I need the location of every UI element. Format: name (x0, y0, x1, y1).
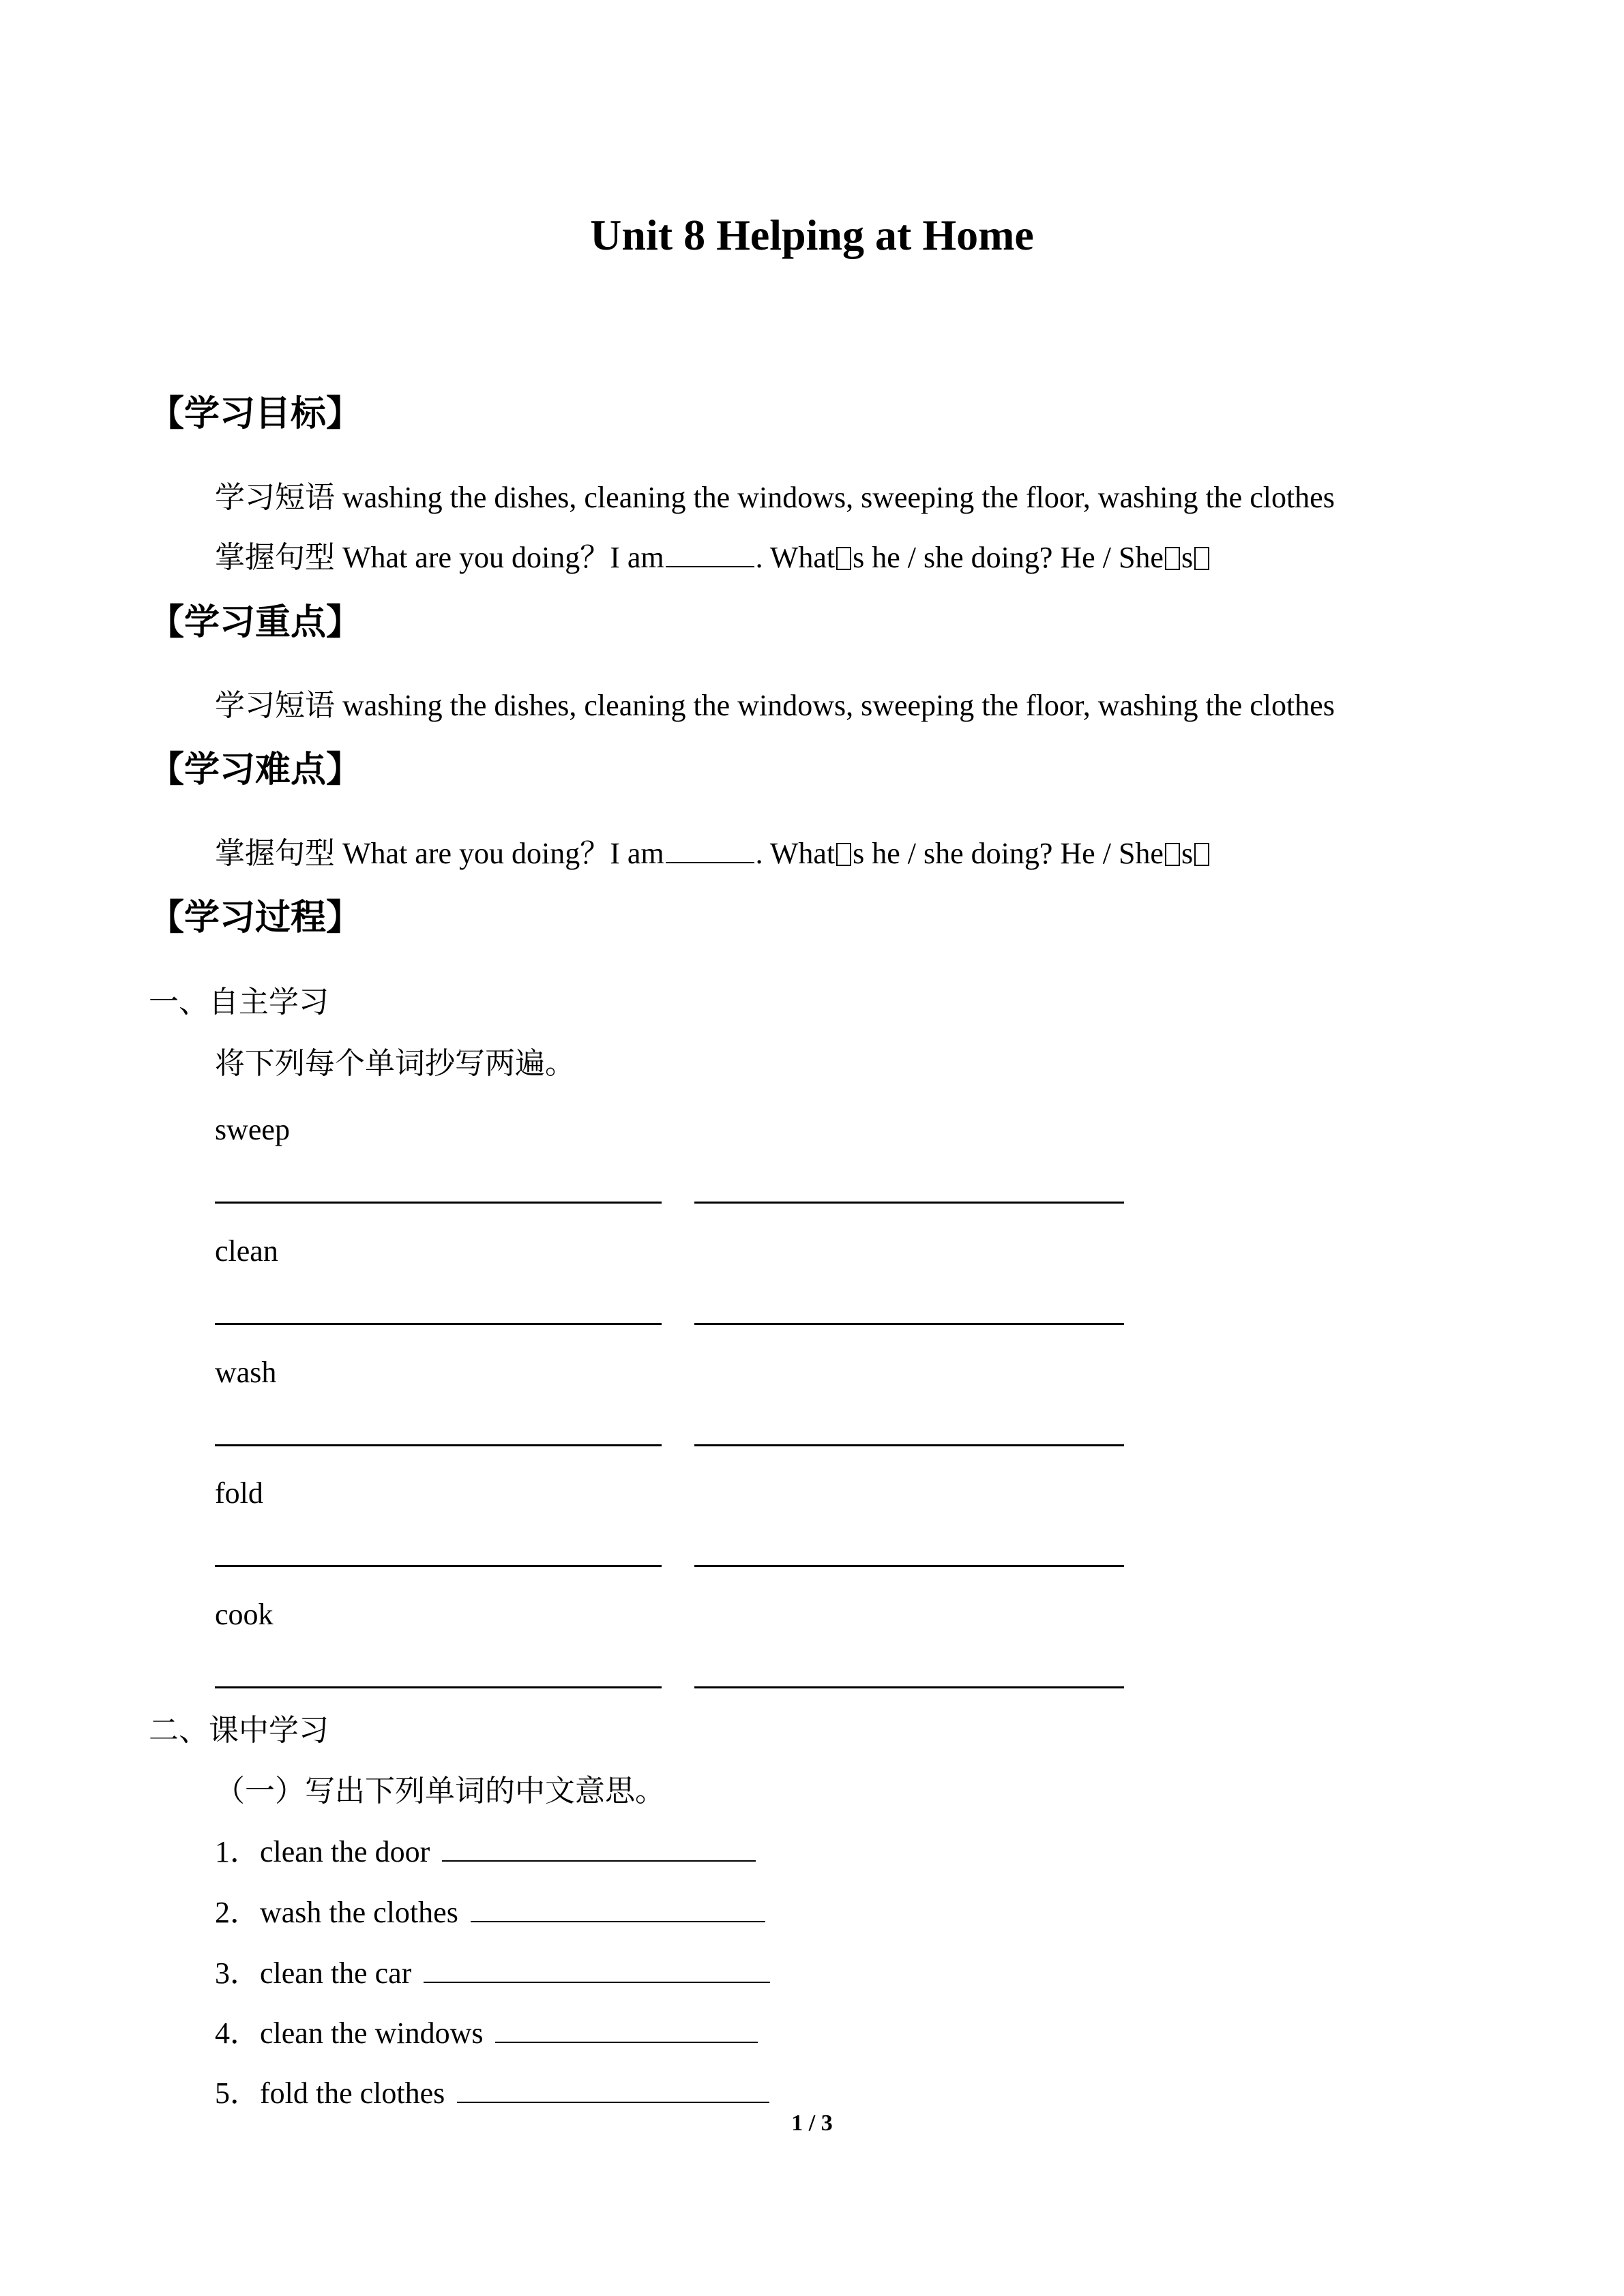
part1-instruction: 将下列每个单词抄写两遍。 (215, 1046, 575, 1081)
translate-item-4 (215, 2013, 758, 2054)
answer-blank (457, 2074, 769, 2103)
item-number: 4． (215, 2016, 260, 2050)
item-number: 3． (215, 1956, 260, 1990)
objectives-line-patterns-text-c: s he / she doing? He / She (853, 541, 1164, 574)
item-number: 2． (215, 1896, 260, 1929)
translate-item-3 (215, 1953, 770, 1994)
objectives-line-patterns-text-d: s (1181, 541, 1194, 574)
item-text: fold the clothes (260, 2076, 445, 2110)
difficulties-line-patterns-text-b: . What (755, 837, 836, 870)
difficulties-line-patterns-text-a: What are you doing？I am (335, 837, 664, 870)
item-number: 1． (215, 1835, 260, 1868)
missing-glyph-icon (1194, 843, 1209, 866)
writing-line (215, 1202, 662, 1204)
writing-line (694, 1323, 1124, 1325)
objectives-line-patterns-text-a: What are you doing？I am (335, 541, 664, 574)
answer-blank (442, 1833, 756, 1862)
difficulties-line-patterns (215, 833, 1211, 874)
inline-blank (666, 539, 754, 567)
writing-line (694, 1202, 1124, 1204)
missing-glyph-icon (1165, 843, 1180, 866)
section-heading-process: 【学习过程】 (149, 897, 362, 938)
translate-item-1 (215, 1832, 756, 1873)
copy-word-fold: fold (215, 1476, 263, 1510)
difficulties-line-patterns-text-d: s (1181, 837, 1194, 870)
objectives-line-patterns-text-b: . What (755, 541, 836, 574)
difficulties-line-patterns-text-c: s he / she doing? He / She (853, 837, 1164, 870)
difficulties-line-patterns-prefix: 掌握句型 (215, 836, 335, 871)
copy-word-wash: wash (215, 1356, 277, 1389)
writing-line (215, 1323, 662, 1325)
missing-glyph-icon (836, 843, 851, 866)
part1-heading: 一、自主学习 (149, 985, 329, 1019)
page-title: Unit 8 Helping at Home (590, 211, 1034, 259)
part2-subheading: （一）写出下列单词的中文意思。 (215, 1774, 665, 1808)
answer-blank (424, 1954, 770, 1983)
item-text: wash the clothes (260, 1896, 458, 1929)
answer-blank (471, 1894, 765, 1922)
objectives-line-phrases-prefix: 学习短语 (215, 480, 335, 515)
key-points-line-phrases-prefix: 学习短语 (215, 688, 335, 723)
inline-blank (666, 835, 754, 863)
copy-word-cook: cook (215, 1598, 274, 1631)
writing-line (215, 1444, 662, 1446)
writing-line (215, 1565, 662, 1567)
part2-heading: 二、课中学习 (149, 1713, 329, 1748)
missing-glyph-icon (836, 547, 851, 570)
translate-item-5 (215, 2073, 769, 2114)
writing-line (694, 1444, 1124, 1446)
objectives-line-phrases (215, 477, 1335, 518)
copy-word-sweep: sweep (215, 1113, 290, 1146)
item-text: clean the windows (260, 2016, 484, 2050)
missing-glyph-icon (1194, 547, 1209, 570)
page-number: 1 / 3 (791, 2111, 833, 2136)
missing-glyph-icon (1165, 547, 1180, 570)
objectives-line-patterns (215, 537, 1211, 578)
key-points-line-phrases (215, 685, 1335, 726)
item-text: clean the car (260, 1956, 412, 1990)
item-number: 5． (215, 2076, 260, 2110)
writing-line (694, 1565, 1124, 1567)
objectives-line-patterns-prefix: 掌握句型 (215, 540, 335, 575)
objectives-line-phrases-text: washing the dishes, cleaning the windows, sweeping the floor, washing the clothes (335, 481, 1335, 514)
writing-line (215, 1686, 662, 1688)
section-heading-objectives: 【学习目标】 (149, 393, 362, 434)
section-heading-difficulties: 【学习难点】 (149, 749, 362, 790)
key-points-line-phrases-text: washing the dishes, cleaning the windows, sweeping the floor, washing the clothes (335, 689, 1335, 722)
item-text: clean the door (260, 1835, 430, 1868)
copy-word-clean: clean (215, 1234, 278, 1268)
section-heading-key-points: 【学习重点】 (149, 602, 362, 643)
answer-blank (495, 2014, 758, 2043)
translate-item-2 (215, 1892, 765, 1933)
writing-line (694, 1686, 1124, 1688)
